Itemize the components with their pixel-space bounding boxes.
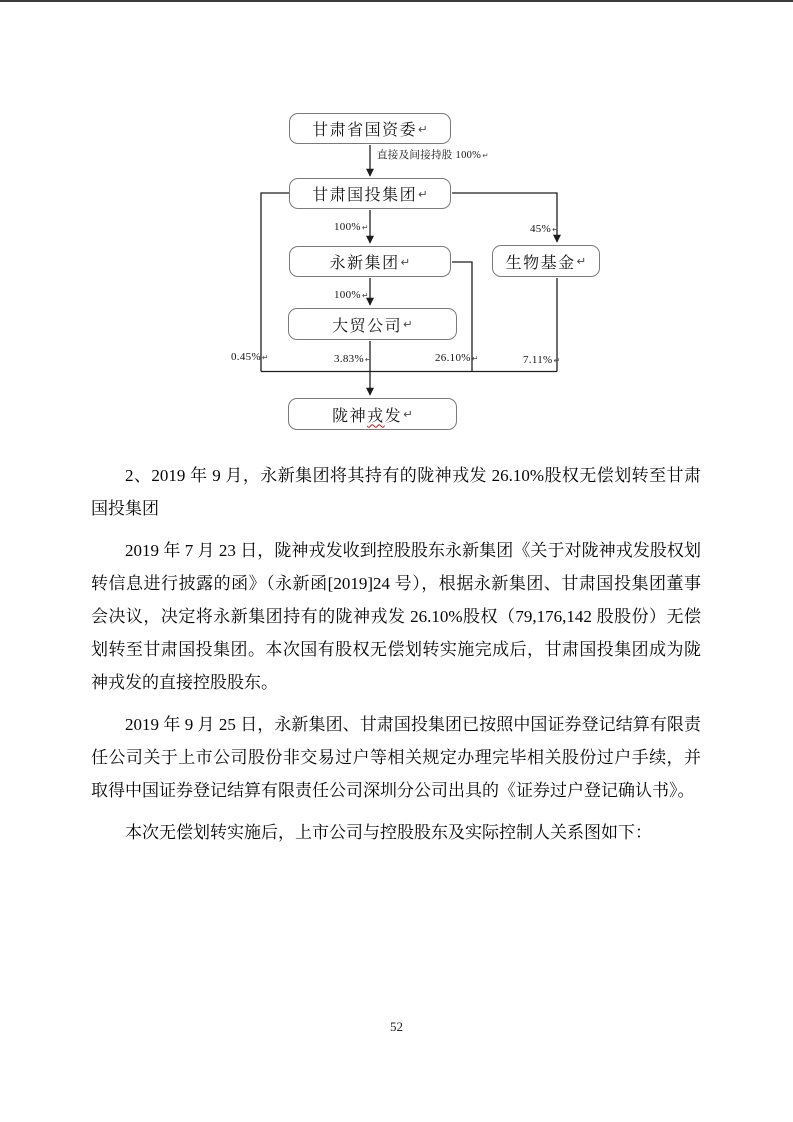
edge-label-text: 0.45% — [231, 351, 261, 363]
return-mark-icon: ↵ — [361, 291, 369, 300]
spellcheck-underlined-text: 戎 — [367, 407, 385, 425]
edge-label-guotou-yongxin-100 — [334, 221, 369, 233]
return-mark-icon: ↵ — [418, 121, 428, 136]
edge-label-guotou-biofund-45 — [530, 223, 559, 235]
return-mark-icon: ↵ — [403, 317, 413, 331]
org-node-damao-company — [288, 308, 457, 340]
edge-label-guotou-longshen-045 — [231, 351, 269, 363]
document-body — [91, 459, 701, 858]
org-node-bio-fund — [492, 245, 600, 277]
page-number: 52 — [390, 1019, 403, 1034]
edge-label-text: 100% — [334, 289, 361, 301]
org-node-label: 甘肃国投集团 — [312, 187, 418, 204]
org-node-gansu-sasac — [289, 113, 451, 144]
edge-label-biofund-longshen-711 — [523, 354, 560, 366]
return-mark-icon: ↵ — [471, 354, 479, 363]
org-node-longshen-rongfa — [288, 398, 457, 430]
edge-label-text: 7.11% — [523, 354, 553, 366]
return-mark-icon: ↵ — [261, 353, 269, 362]
org-node-label: 发 — [384, 407, 403, 425]
edge-label-text: 直接及间接持股 100% — [377, 150, 482, 161]
return-mark-icon: ↵ — [553, 356, 561, 365]
edge-label-damao-longshen-383 — [334, 353, 372, 365]
diagram-connector-lines — [0, 0, 793, 460]
org-node-gansu-guotou-group — [289, 178, 451, 209]
return-mark-icon: ↵ — [552, 225, 559, 234]
paragraph-transfer-details: 2019 年 7 月 23 日，陇神戎发收到控股股东永新集团《关于对陇神戎发股权划转信息进行披露的函》（永新函[2019]24 号），根据永新集团、甘肃国投集团董事会决议，决定将永新集团持有的陇神戎发 26.10%股权（79,176,142 股股份）无偿划转至甘肃国投集团。本次国有股权无偿划转实施完成后，甘肃国投集团成为陇神戎发的直接控股股东。 — [91, 541, 701, 692]
org-node-label: 永新集团 — [329, 255, 400, 272]
org-node-label: 陇神 — [332, 407, 368, 425]
org-node-label: 生物基金 — [505, 254, 576, 272]
ownership-structure-diagram — [0, 0, 793, 460]
section-heading: 2、2019 年 9 月，永新集团将其持有的陇神戎发 26.10%股权无偿划转至甘肃国投集团 — [91, 466, 701, 518]
edge-label-text: 100% — [334, 221, 361, 233]
edge-label-text: 3.83% — [334, 353, 364, 365]
edge-label-text: 26.10% — [435, 352, 471, 364]
return-mark-icon: ↵ — [364, 355, 372, 364]
paragraph-relationship-intro: 本次无偿划转实施后，上市公司与控股股东及实际控制人关系图如下： — [125, 823, 652, 842]
return-mark-icon: ↵ — [482, 151, 489, 160]
return-mark-icon: ↵ — [400, 254, 411, 269]
return-mark-icon: ↵ — [361, 223, 369, 232]
org-node-label: 甘肃省国资委 — [312, 122, 418, 139]
edge-label-direct-indirect-100 — [377, 147, 489, 162]
paragraph-registration-details: 2019 年 9 月 25 日，永新集团、甘肃国投集团已按照中国证券登记结算有限责任公司关于上市公司股份非交易过户等相关规定办理完毕相关股份过户手续，并取得中国证券登记结算有限责任公司深圳分公司出具的《证券过户登记确认书》。 — [91, 715, 701, 800]
org-node-label: 大贸公司 — [332, 317, 403, 335]
return-mark-icon: ↵ — [576, 254, 587, 268]
return-mark-icon: ↵ — [403, 407, 413, 421]
edge-label-yongxin-longshen-2610 — [435, 352, 478, 364]
line-guotou-direct-holding — [261, 193, 290, 372]
edge-label-text: 45% — [530, 223, 552, 235]
edge-label-yongxin-damao-100 — [334, 289, 369, 301]
return-mark-icon: ↵ — [418, 186, 428, 201]
org-node-yongxin-group — [289, 246, 451, 277]
